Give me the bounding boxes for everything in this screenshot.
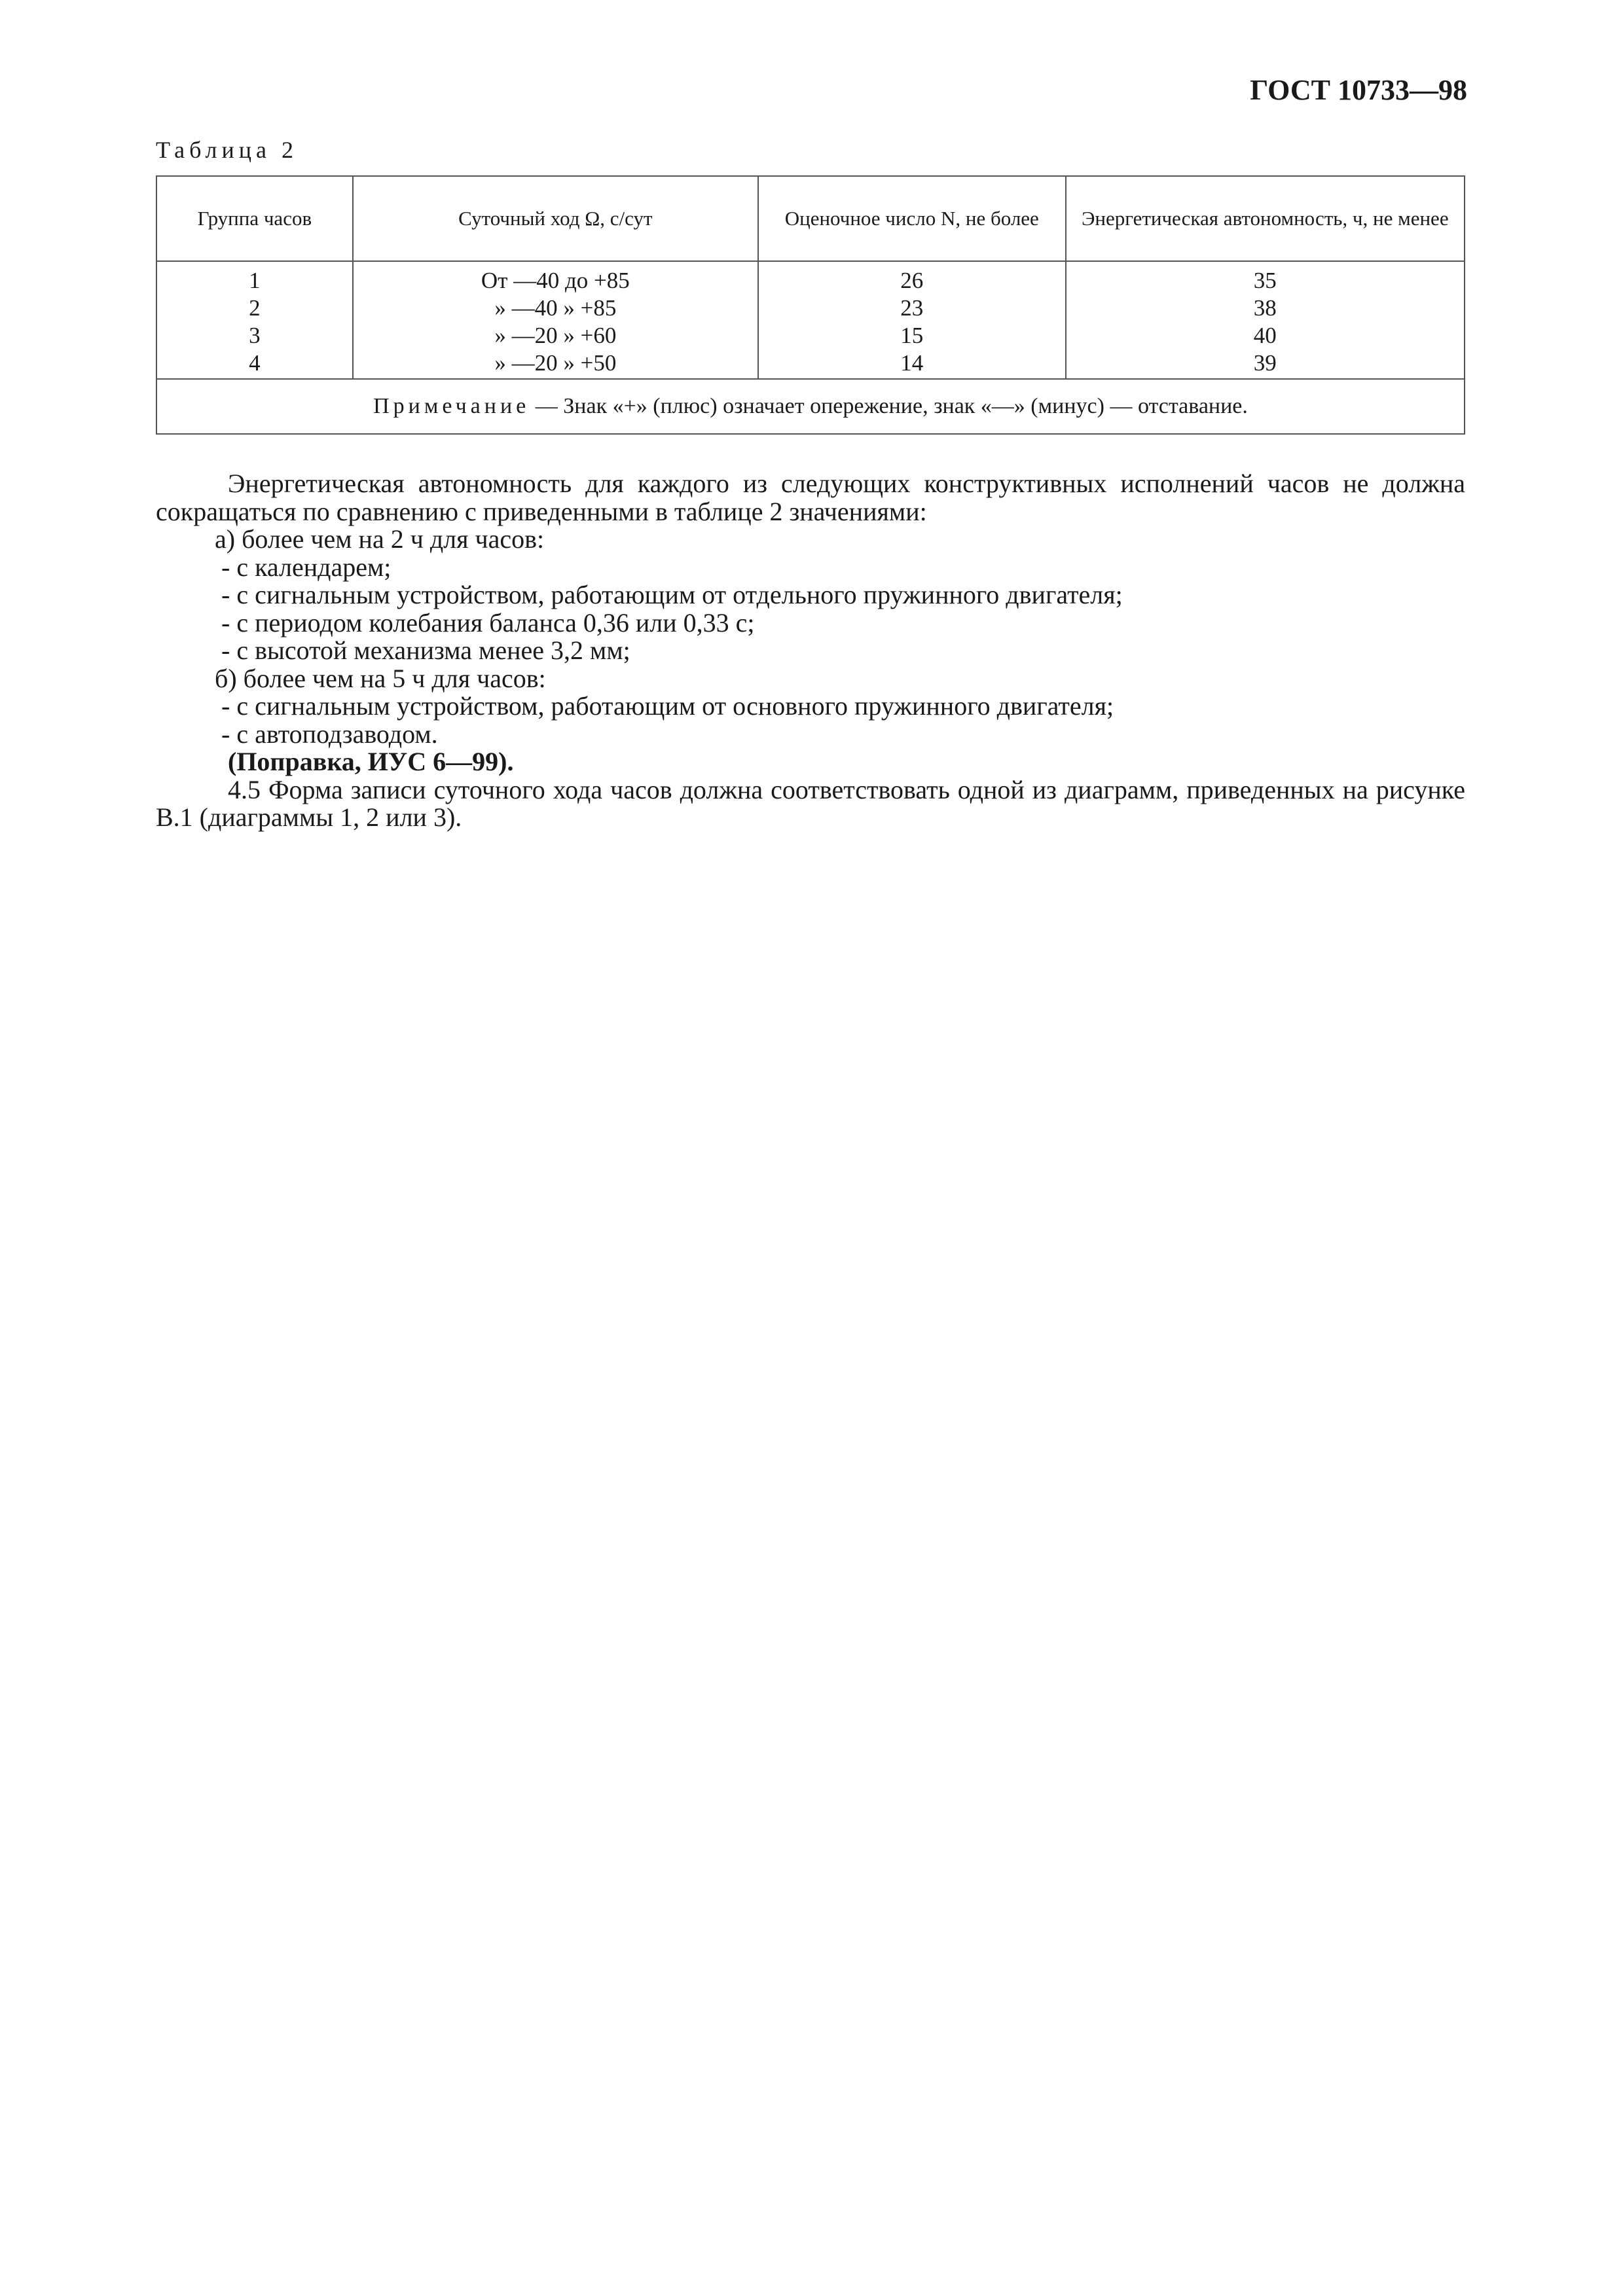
daily-rate-column [353, 261, 758, 379]
list-item: - с сигнальным устройством, работающим от основного пружинного двигателя; [221, 691, 1114, 721]
table-cell: 1 [249, 268, 261, 293]
list-item: - с периодом колебания баланса 0,36 или 0,33 с; [221, 607, 755, 637]
clause-4-5: 4.5 Форма записи суточного хода часов должна соответствовать одной из диаграмм, приведенных на рисунке В.1 (диаграммы 1, 2 или 3). [156, 774, 1465, 832]
list-heading: а) более чем на 2 ч для часов: [215, 524, 545, 554]
column-header: Оценочное число N, не более [758, 176, 1066, 261]
table-body-row [156, 261, 1465, 379]
table-cell: » —20 » +60 [494, 323, 617, 348]
table-2 [156, 175, 1465, 435]
table-cell: » —20 » +50 [494, 350, 617, 376]
note-text: — Знак «+» (плюс) означает опережение, знак «—» (минус) — отставание. [530, 394, 1248, 418]
table-note [156, 379, 1465, 434]
autonomy-column [1066, 261, 1465, 379]
table-header-row [156, 176, 1465, 261]
list-heading: б) более чем на 5 ч для часов: [215, 663, 546, 693]
list-item: - с календарем; [221, 552, 392, 582]
table-cell: 2 [249, 295, 261, 321]
evaluation-number-column [758, 261, 1066, 379]
note-label: Примечание [373, 394, 530, 418]
group-column [156, 261, 353, 379]
table-cell: 39 [1253, 350, 1277, 376]
table-cell: 26 [900, 268, 924, 293]
table-note-row [156, 379, 1465, 434]
column-header: Энергетическая автономность, ч, не менее [1066, 176, 1465, 261]
paragraph: Энергетическая автономность для каждого из следующих конструктивных исполнений часов не должна сокращаться по сравнению с приведенными в таблице 2 значениями: [156, 469, 1465, 526]
table-cell: 35 [1253, 268, 1277, 293]
table-cell: » —40 » +85 [494, 295, 617, 321]
table-cell: 38 [1253, 295, 1277, 321]
body-text [156, 470, 1465, 832]
table-cell: 23 [900, 295, 924, 321]
amendment-note: (Поправка, ИУС 6—99). [228, 747, 514, 776]
column-header: Суточный ход Ω, с/сут [353, 176, 758, 261]
table-cell: 3 [249, 323, 261, 348]
document-code: ГОСТ 10733—98 [1250, 74, 1467, 106]
table-cell: 14 [900, 350, 924, 376]
column-header: Группа часов [156, 176, 353, 261]
table-cell: 15 [900, 323, 924, 348]
table-caption: Таблица 2 [156, 137, 298, 163]
table-cell: 40 [1253, 323, 1277, 348]
table-cell: 4 [249, 350, 261, 376]
list-item: - с автоподзаводом. [221, 719, 438, 749]
list-item: - с высотой механизма менее 3,2 мм; [221, 636, 630, 665]
table-cell: От —40 до +85 [481, 268, 630, 293]
list-item: - с сигнальным устройством, работающим от отдельного пружинного двигателя; [221, 580, 1123, 609]
